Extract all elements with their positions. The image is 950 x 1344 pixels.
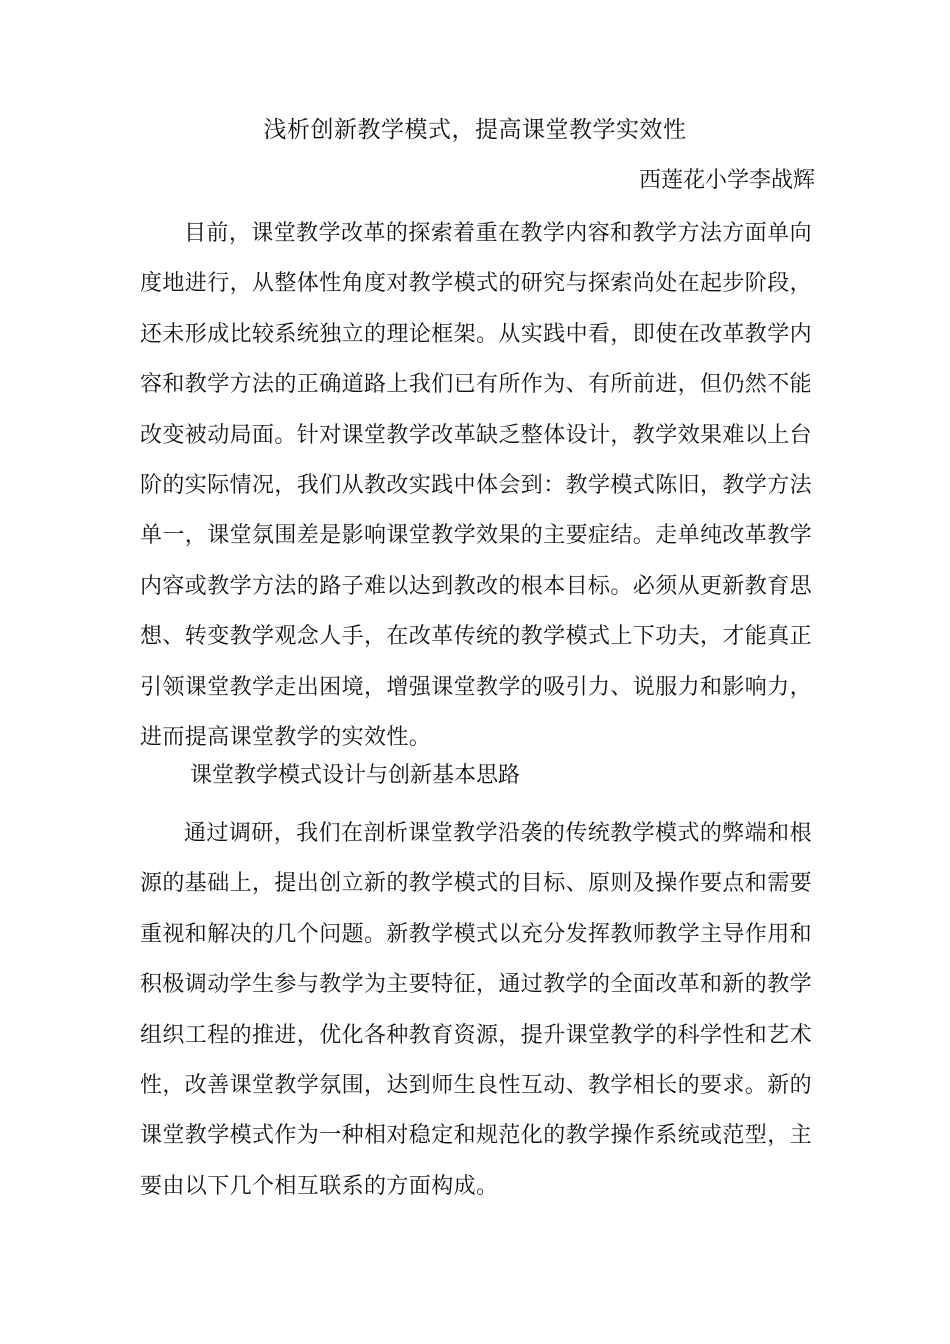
section-heading: 课堂教学模式设计与创新基本思路 xyxy=(190,763,521,788)
paragraph-intro: 目前，课堂教学改革的探索着重在教学内容和教学方法方面单向度地进行，从整体性角度对教学模式的研究与探索尚处在起步阶段，还未形成比较系统独立的理论框架。从实践中看，即使在改革教学内容和教学方法的正确道路上我们已有所作为、有所前进，但仍然不能改变被动局面。针对课堂教学改革缺乏整体设计，教学效果难以上台阶的实际情况，我们从教改实践中体会到：教学模式陈旧，教学方法单一，课堂氛围差是影响课堂教学效果的主要症结。走单纯改革教学内容或教学方法的路子难以达到教改的根本目标。必须从更新教育思想、转变教学观念人手，在改革传统的教学模式上下功夫，才能真正引领课堂教学走出困境，增强课堂教学的吸引力、说服力和影响力，进而提高课堂教学的实效性。 xyxy=(140,221,813,751)
author-line: 西莲花小学李战辉 xyxy=(638,168,815,193)
paragraph-approach: 通过调研，我们在剖析课堂教学沿袭的传统教学模式的弊端和根源的基础上，提出创立新的教学模式的目标、原则及操作要点和需要重视和解决的几个问题。新教学模式以充分发挥教师教学主导作用和积极调动学生参与教学为主要特征，通过教学的全面改革和新的教学组织工程的推进，优化各种教育资源，提升课堂教学的科学性和艺术性，改善课堂教学氛围，达到师生良性互动、教学相长的要求。新的课堂教学模式作为一种相对稳定和规范化的教学操作系统或范型，主要由以下几个相互联系的方面构成。 xyxy=(140,821,813,1199)
document-title: 浅析创新教学模式，提高课堂教学实效性 xyxy=(263,117,687,143)
